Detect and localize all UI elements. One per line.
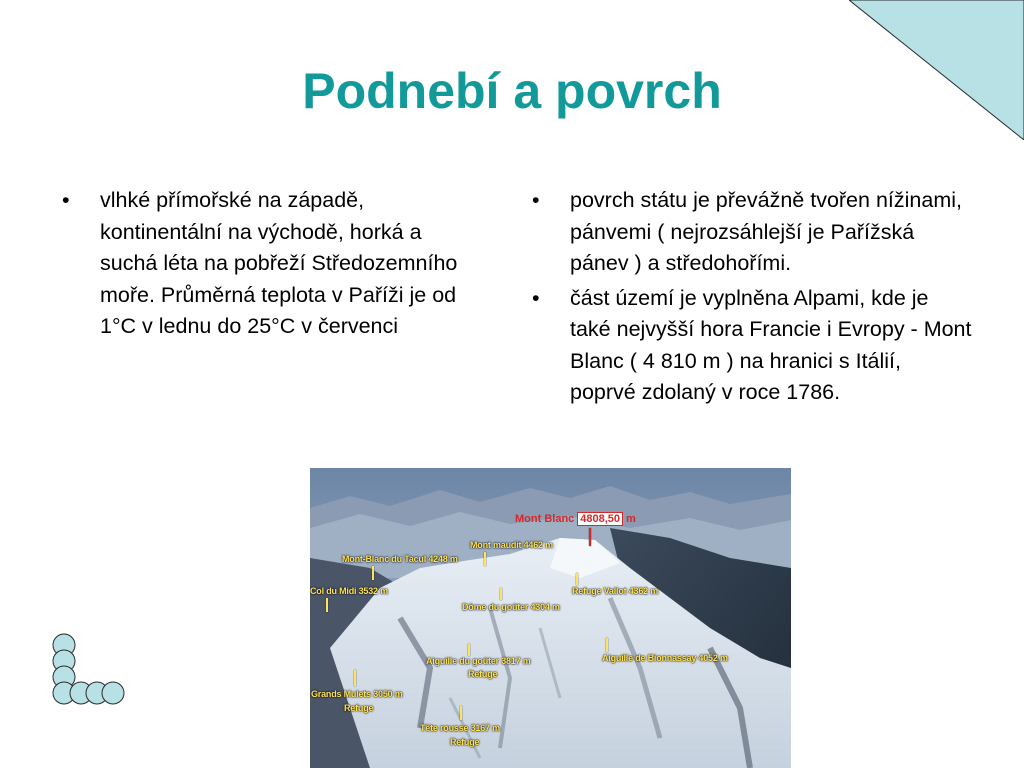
left-bullet-list xyxy=(62,185,462,346)
label-col-du-midi: Col du Midi 3532 m xyxy=(310,586,388,596)
label-tacul: Mont-Blanc du Tacul 4248 m xyxy=(342,554,458,564)
bullet-icon: • xyxy=(532,188,540,212)
label-refuge-tete-rousse: Refuge xyxy=(450,737,480,747)
marker xyxy=(576,573,578,585)
label-grands-mulets: Grands Mulets 3050 m xyxy=(311,689,403,699)
label-mont-maudit: Mont maudit 4462 m xyxy=(470,540,553,550)
circles-decoration xyxy=(50,632,130,712)
bullet-item xyxy=(532,283,972,409)
label-refuge-gouter: Refuge xyxy=(468,669,498,679)
summit-unit: m xyxy=(626,513,636,525)
label-tete-rousse: Tête rousse 3167 m xyxy=(420,723,500,733)
right-bullet-list xyxy=(532,185,972,412)
bullet-text: část území je vyplněna Alpami, kde je také nejvyšší hora Francie i Evropy - Mont Blanc ( 4 810 m ) na hranici s Itálií, poprvé zdolaný v roce 1786. xyxy=(570,285,972,404)
summit-name: Mont Blanc xyxy=(515,513,575,525)
bullet-icon: • xyxy=(532,285,540,310)
marker xyxy=(326,598,328,612)
summit-marker xyxy=(589,528,591,546)
marker xyxy=(460,706,462,720)
marker xyxy=(372,566,374,580)
marker xyxy=(354,670,356,686)
marker xyxy=(468,644,470,656)
bullet-item xyxy=(62,185,462,343)
bullet-icon: • xyxy=(62,188,70,212)
label-refuge-mulets: Refuge xyxy=(344,703,374,713)
slide-title: Podnebí a povrch xyxy=(302,63,722,119)
bullet-text: vlhké přímořské na západě, kontinentální na východě, horká a suchá léta na pobřeží Středozemního moře. Průměrná teplota v Paříži je od 1°C v lednu do 25°C v červenci xyxy=(100,188,458,338)
label-bionnassay: Aiguille de Bionnassay 4052 m xyxy=(602,653,728,663)
label-refuge-vallot: Refuge Vallot 4362 m xyxy=(572,586,659,596)
marker xyxy=(484,552,486,566)
label-aiguille-du-gouter: Aiguille du goûter 3817 m xyxy=(426,656,531,666)
bullet-item xyxy=(532,185,972,280)
bullet-text: povrch státu je převážně tvořen nížinami, pánvemi ( nejrozsáhlejší je Pařížská pánev ) a středohořími. xyxy=(570,188,962,275)
label-dome-du-gouter: Dôme du goûter 4304 m xyxy=(462,602,560,612)
mont-blanc-photo xyxy=(310,468,791,768)
summit-height: 4808,50 xyxy=(577,512,623,526)
marker xyxy=(500,588,502,600)
marker xyxy=(606,638,608,652)
summit-label xyxy=(515,512,636,526)
